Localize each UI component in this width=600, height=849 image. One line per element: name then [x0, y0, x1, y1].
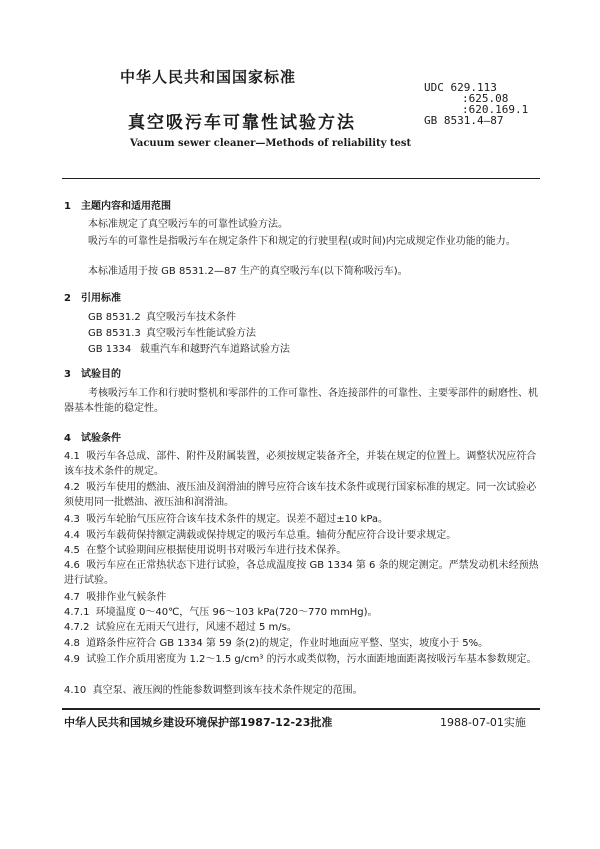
clause-item [64, 652, 544, 667]
clause-item [64, 590, 544, 605]
clause-item [64, 543, 544, 558]
clause-item [64, 480, 544, 510]
clause-number: 4.7.2 [64, 622, 90, 633]
english-title: Vacuum sewer cleaner—Methods of reliability test [130, 138, 412, 149]
clause-text: 道路条件应符合 GB 1334 第 59 条(2)的规定，作业时地面应平整、坚实，坡度小于 5%。 [86, 638, 489, 649]
footer-divider [62, 708, 540, 710]
reference-code: GB 1334 [88, 344, 132, 355]
section-3-paragraph-1: 考核吸污车工作和行驶时整机和零部件的工作可靠性、各连接部件的可靠性、主要零部件的耐磨性、机器基本性能的稳定性。 [64, 388, 538, 414]
clause-text: 试验工作介质用密度为 1.2～1.5 g/cm³ 的污水或类似物，污水面距地面距离按吸污车基本参数规定。 [86, 654, 537, 665]
clause-text: 真空泵、液压阀的性能参数调整到该车技术条件规定的范围。 [92, 685, 363, 696]
clause-text: 试验应在无雨天气进行，风速不超过 5 m/s。 [95, 622, 297, 633]
section-4-heading: 4 试验条件 [64, 433, 121, 444]
clause-item [64, 636, 544, 651]
clause-text: 吸污车载荷保持额定满载或保持规定的吸污车总重。轴荷分配应符合设计要求规定。 [86, 530, 457, 541]
udc-code-2: :625.08 [462, 92, 509, 105]
section-3-heading: 3 试验目的 [64, 369, 121, 380]
clause-number: 4.1 [64, 451, 80, 462]
gb-number: GB 8531.4—87 [424, 114, 504, 127]
clause-number: 4.5 [64, 545, 80, 556]
clause-text: 吸污车各总成、部件、附件及附属装置，必须按规定装备齐全，并装在规定的位置上。调整状况应符合该车技术条件的规定。 [64, 451, 537, 477]
clause-number: 4.2 [64, 482, 80, 493]
udc-code-1: 629.113 [450, 81, 497, 94]
implementation-date: 1988-07-01实施 [440, 716, 526, 729]
reference-title: 真空吸污车技术条件 [146, 312, 236, 323]
clause-number: 4.7.1 [64, 607, 90, 618]
clause-item [64, 683, 544, 698]
udc-block [424, 82, 528, 126]
clause-number: 4.3 [64, 514, 80, 525]
clause-item [64, 558, 544, 588]
clause-number: 4.7 [64, 592, 80, 603]
approval-line: 中华人民共和国城乡建设环境保护部1987-12-23批准 [64, 716, 333, 729]
section-1-paragraph-3: 本标准适用于按 GB 8531.2—87 生产的真空吸污车(以下简称吸污车)。 [88, 266, 408, 277]
clause-number: 4.9 [64, 654, 80, 665]
clause-item [64, 620, 544, 635]
udc-label: UDC [424, 81, 444, 94]
section-1-paragraph-1: 本标准规定了真空吸污车的可靠性试验方法。 [88, 219, 288, 230]
section-1-paragraph-2: 吸污车的可靠性是指吸污车在规定条件下和规定的行驶里程(或时间)内完成规定作业功能的能力。 [88, 236, 516, 247]
reference-item [88, 342, 290, 357]
header-divider [62, 178, 540, 179]
clause-text: 在整个试验期间应根据使用说明书对吸污车进行技术保养。 [86, 545, 347, 556]
clause-item [64, 512, 544, 527]
clause-item [64, 528, 544, 543]
clause-item [64, 605, 544, 620]
reference-item [88, 326, 256, 341]
reference-code: GB 8531.2 [88, 312, 141, 323]
clause-text: 吸污车应在正常热状态下进行试验，各总成温度按 GB 1334 第 6 条的规定测定。严禁发动机未经预热进行试验。 [64, 560, 539, 586]
clause-text: 吸污车轮胎气压应符合该车技术条件的规定。误差不超过±10 kPa。 [86, 514, 389, 525]
section-1-heading: 1 主题内容和适用范围 [64, 201, 171, 212]
clause-number: 4.8 [64, 638, 80, 649]
reference-title: 真空吸污车性能试验方法 [146, 328, 256, 339]
clause-item [64, 449, 544, 479]
clause-number: 4.6 [64, 560, 80, 571]
clause-number: 4.10 [64, 685, 87, 696]
national-standard-heading: 中华人民共和国国家标准 [120, 68, 297, 86]
clause-text: 吸污车使用的燃油、液压油及润滑油的牌号应符合该车技术条件或现行国家标准的规定。同一次试验必须使用同一批燃油、液压油和润滑油。 [64, 482, 537, 508]
clause-text: 吸排作业气候条件 [86, 592, 167, 603]
document-title: 真空吸污车可靠性试验方法 [128, 113, 356, 133]
clause-number: 4.4 [64, 530, 80, 541]
reference-code: GB 8531.3 [88, 328, 141, 339]
udc-code-3: :620.169.1 [462, 103, 529, 116]
reference-title: 载重汽车和越野汽车道路试验方法 [140, 344, 290, 355]
reference-item [88, 310, 236, 325]
section-2-heading: 2 引用标准 [64, 293, 121, 304]
clause-text: 环境温度 0～40℃，气压 96～103 kPa(720～770 mmHg)。 [95, 607, 378, 618]
